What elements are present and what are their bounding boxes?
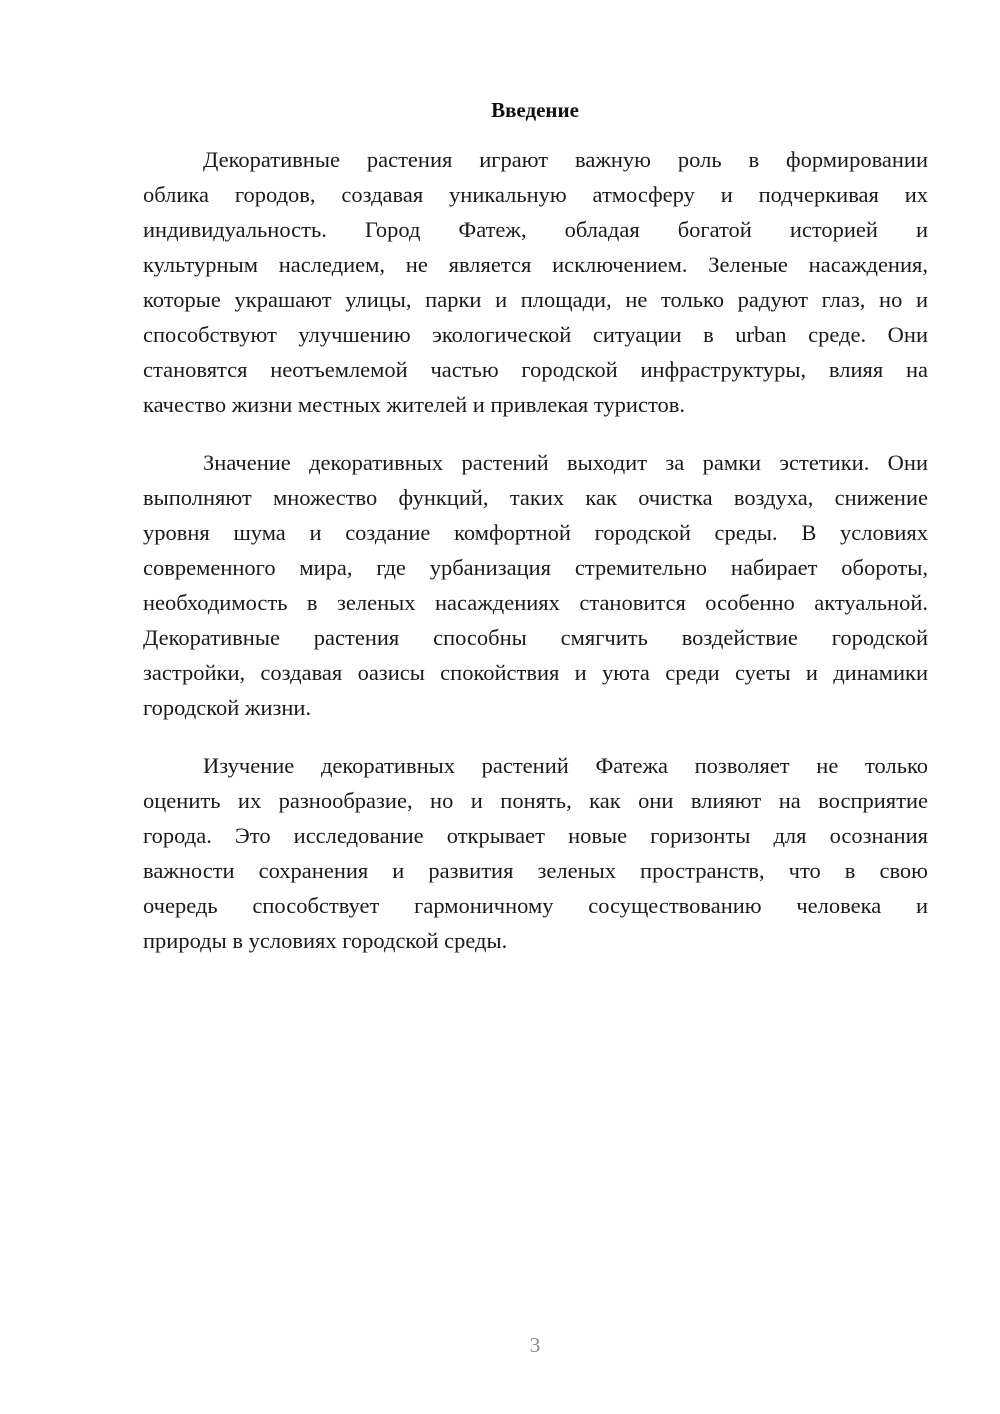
- text-line: способствуют улучшению экологической ситуации в urban среде. Они: [143, 322, 928, 347]
- text-line: которые украшают улицы, парки и площади, не только радуют глаз, но и: [143, 287, 928, 312]
- text-line: современного мира, где урбанизация стремительно набирает обороты,: [143, 555, 928, 580]
- text-line: уровня шума и создание комфортной городской среды. В условиях: [143, 520, 928, 545]
- text-line: природы в условиях городской среды.: [143, 928, 508, 953]
- text-line: становятся неотъемлемой частью городской инфраструктуры, влияя на: [143, 357, 928, 382]
- text-line: оценить их разнообразие, но и понять, как они влияют на восприятие: [143, 788, 928, 813]
- page-number: 3: [529, 1333, 541, 1357]
- text-line: города. Это исследование открывает новые горизонты для осознания: [143, 823, 928, 848]
- text-line: выполняют множество функций, таких как очистка воздуха, снижение: [143, 485, 928, 510]
- text-line: индивидуальность. Город Фатеж, обладая богатой историей и: [143, 217, 928, 242]
- text-line: Декоративные растения играют важную роль в формировании: [203, 147, 928, 172]
- text-line: Декоративные растения способны смягчить воздействие городской: [143, 625, 928, 650]
- section-title: Введение: [491, 98, 579, 122]
- text-line: качество жизни местных жителей и привлекая туристов.: [143, 392, 685, 417]
- text-line: необходимость в зеленых насаждениях становится особенно актуальной.: [143, 590, 928, 615]
- text-line: важности сохранения и развития зеленых пространств, что в свою: [143, 858, 928, 883]
- text-line: облика городов, создавая уникальную атмосферу и подчеркивая их: [143, 182, 928, 207]
- text-line: городской жизни.: [143, 695, 312, 720]
- text-line: очередь способствует гармоничному сосуществованию человека и: [143, 893, 928, 918]
- text-line: Значение декоративных растений выходит за рамки эстетики. Они: [203, 450, 928, 475]
- text-line: застройки, создавая оазисы спокойствия и уюта среди суеты и динамики: [143, 660, 928, 685]
- text-line: культурным наследием, не является исключением. Зеленые насаждения,: [143, 252, 928, 277]
- text-line: Изучение декоративных растений Фатежа позволяет не только: [203, 753, 928, 778]
